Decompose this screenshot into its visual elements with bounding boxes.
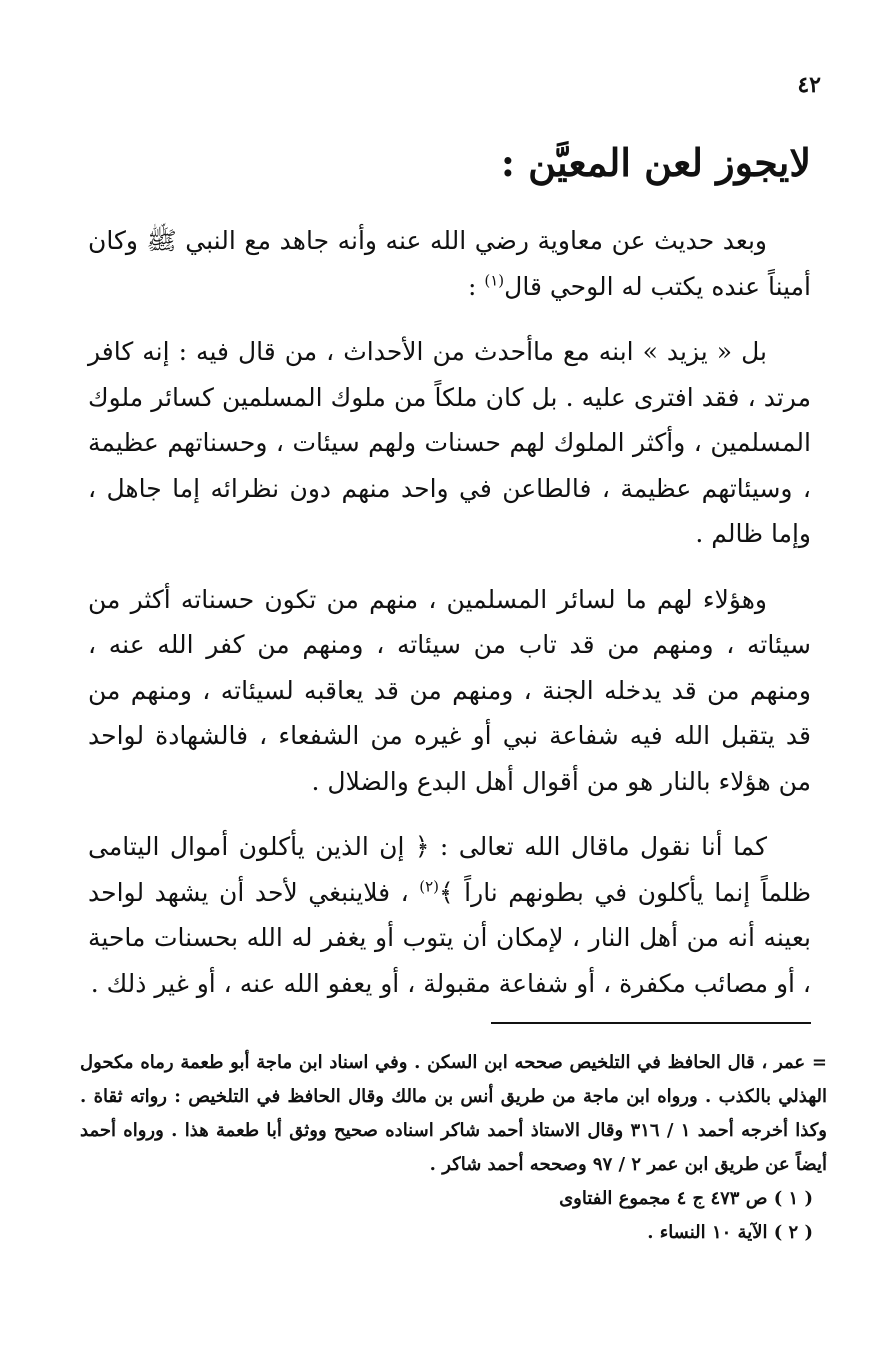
page-number: ٤٢ bbox=[797, 72, 821, 98]
footnote-1: ( ١ ) ص ٤٧٣ ج ٤ مجموع الفتاوى bbox=[559, 1188, 813, 1209]
footnote-ref-1: (١) bbox=[484, 271, 505, 290]
paragraph-1-text: وبعد حديث عن معاوية رضي الله عنه وأنه جاهد مع النبي ﷺ وكان أميناً عنده يكتب له الوحي قال bbox=[88, 226, 811, 301]
footnote-ref-2: (٢) bbox=[419, 877, 439, 896]
paragraph-3: وهؤلاء لهم ما لسائر المسلمين ، منهم من تكون حسناته أكثر من سيئاته ، ومنهم من قد تاب من سيئاته ، ومنهم من كفر الله عنه ، ومنهم من قد يدخله الجنة ، ومنهم من قد يعاقبه لسيئاته ، ومنهم من قد يتقبل الله فيه شفاعة نبي أو غيره من الشفعاء ، فالشهادة لواحد من هؤلاء بالنار هو من أقوال أهل البدع والضلال . bbox=[88, 584, 811, 796]
section-heading: لايجوز لعن المعيَّن : bbox=[500, 140, 811, 185]
paragraph-4-tail: ، فلاينبغي لأحد أن يشهد لواحد بعينه أنه من أهل النار ، لإمكان أن يتوب أو يغفر له الله بحسنات ماحية ، أو مصائب مكفرة ، أو شفاعة مقبولة ، أو يعفو الله عنه ، أو غير ذلك . bbox=[88, 877, 811, 998]
paragraph-2: بل « يزيد » ابنه مع ماأحدث من الأحداث ، من قال فيه : إنه كافر مرتد ، فقد افترى عليه . بل كان ملكاً من ملوك المسلمين كسائر ملوك المسلمين ، وأكثر الملوك لهم حسنات ولهم سيئات ، وحسناتهم عظيمة ، وسيئاتهم عظيمة ، فالطاعن في واحد منهم دون نظرائه إما جاهل ، وإما ظالم . bbox=[88, 337, 811, 548]
footnote-continuation: = عمر ، قال الحافظ في التلخيص صححه ابن السكن . وفي اسناد ابن ماجة أبو طعمة رماه مكحول الهذلي بالكذب . ورواه ابن ماجة من طريق أنس بن مالك وقال الحافظ في التلخيص : رواته ثقاة . وكذا أخرجه أحمد ١ / ٣١٦ وقال الاستاذ أحمد شاكر اسناده صحيح ووثق أبا طعمة هذا . ورواه أحمد أيضاً عن طريق ابن عمر ٢ / ٩٧ وصححه أحمد شاكر . bbox=[80, 1052, 827, 1175]
paragraph-4-text: كما أنا نقول ماقال الله تعالى : ﴿ إن الذين يأكلون أموال اليتامى ظلماً إنما يأكلون في بطونهم ناراً ﴾ bbox=[88, 832, 811, 907]
paragraph-1-tail: : bbox=[468, 271, 485, 301]
footnote-2: ( ٢ ) الآية ١٠ النساء . bbox=[647, 1222, 813, 1243]
paragraph-4 bbox=[88, 824, 811, 1006]
paragraph-1 bbox=[88, 218, 811, 309]
footnote-divider bbox=[491, 1022, 811, 1024]
body-text bbox=[88, 218, 811, 1006]
footnotes bbox=[80, 1046, 827, 1250]
